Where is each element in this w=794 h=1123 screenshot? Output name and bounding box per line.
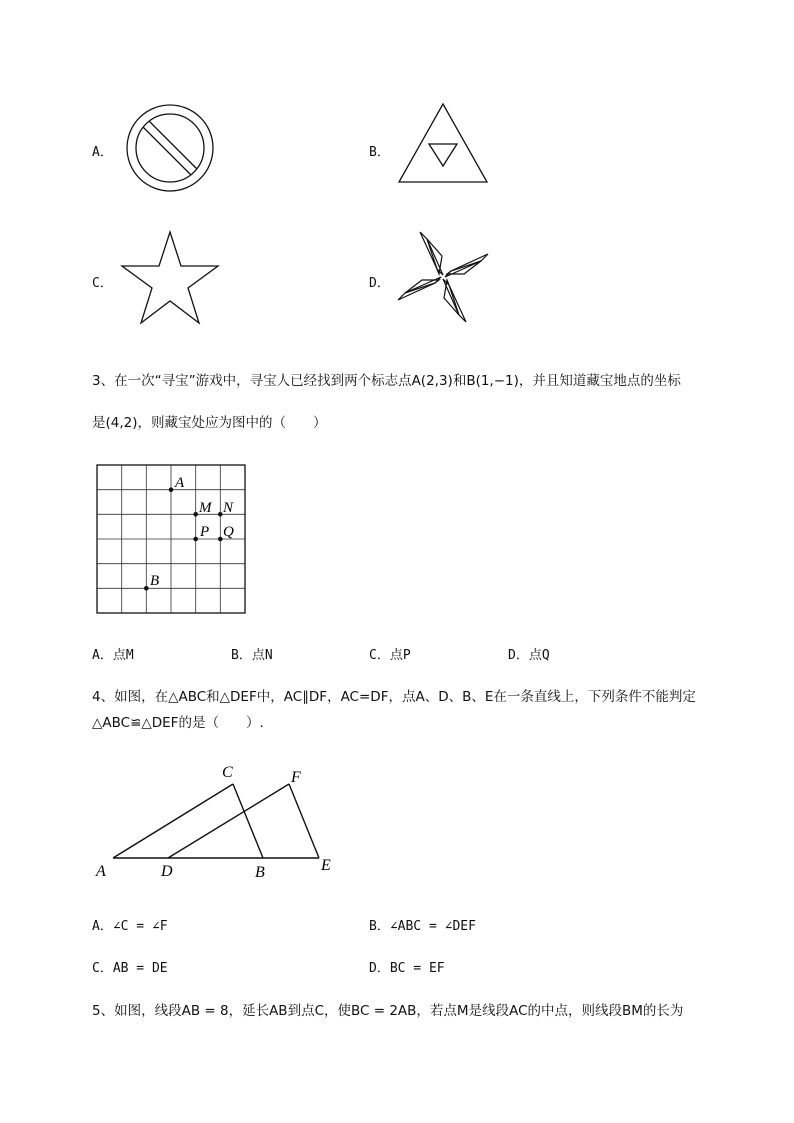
q3-option-b: B．点N bbox=[231, 648, 273, 663]
q2-option-d-label: D． bbox=[369, 276, 390, 291]
q4-option-a: A．∠C = ∠F bbox=[92, 919, 168, 934]
five-point-star-icon bbox=[118, 228, 222, 328]
grid-label-a: A bbox=[175, 475, 185, 491]
figure-label-d: D bbox=[161, 863, 173, 880]
q2-option-a-label: A． bbox=[92, 145, 113, 160]
q4-option-d: D．BC = EF bbox=[369, 961, 445, 976]
q4-text-line-1: 4、如图，在△ABC和△DEF中，AC∥DF，AC=DF，点A、D、B、E在一条直线上，下列条件不能判定 bbox=[92, 689, 696, 705]
no-entry-sign-icon bbox=[124, 102, 216, 194]
grid-point-q bbox=[218, 537, 223, 542]
q2-option-c-label: C． bbox=[92, 276, 113, 291]
figure-label-e: E bbox=[321, 857, 331, 874]
q4-text-line-2: △ABC≌△DEF的是（ ）. bbox=[92, 715, 264, 731]
coordinate-grid-figure bbox=[96, 464, 248, 616]
q4-option-b: B．∠ABC = ∠DEF bbox=[369, 919, 476, 934]
grid-label-n: N bbox=[223, 500, 234, 516]
grid-point-m bbox=[193, 512, 198, 517]
grid-label-m: M bbox=[199, 500, 212, 516]
figure-label-b: B bbox=[255, 864, 265, 881]
q3-option-d: D．点Q bbox=[508, 648, 550, 663]
q5-text-line-1: 5、如图，线段AB = 8，延长AB到点C，使BC = 2AB，若点M是线段AC的中点，则线段BM的长为 bbox=[92, 1003, 684, 1019]
grid-point-n bbox=[218, 512, 223, 517]
triangle-in-triangle-icon bbox=[395, 100, 491, 186]
grid-point-b bbox=[144, 586, 149, 591]
figure-label-a: A bbox=[96, 863, 106, 880]
q3-text-line-2: 是(4,2)，则藏宝处应为图中的（ ） bbox=[92, 415, 327, 431]
grid-point-p bbox=[193, 537, 198, 542]
triangles-figure bbox=[92, 760, 342, 885]
pinwheel-icon bbox=[394, 228, 492, 326]
q2-option-b-label: B． bbox=[369, 145, 390, 160]
grid-label-b: B bbox=[150, 573, 160, 589]
grid-label-p: P bbox=[200, 524, 210, 540]
figure-label-f: F bbox=[291, 769, 301, 786]
q3-text-line-1: 3、在一次“寻宝”游戏中，寻宝人已经找到两个标志点A(2,3)和B(1,−1)，并且知道藏宝地点的坐标 bbox=[92, 373, 681, 389]
q4-option-c: C．AB = DE bbox=[92, 961, 168, 976]
grid-label-q: Q bbox=[223, 524, 234, 540]
q3-option-a: A．点M bbox=[92, 648, 134, 663]
figure-label-c: C bbox=[222, 764, 233, 781]
grid-point-a bbox=[169, 487, 174, 492]
q3-option-c: C．点P bbox=[369, 648, 411, 663]
